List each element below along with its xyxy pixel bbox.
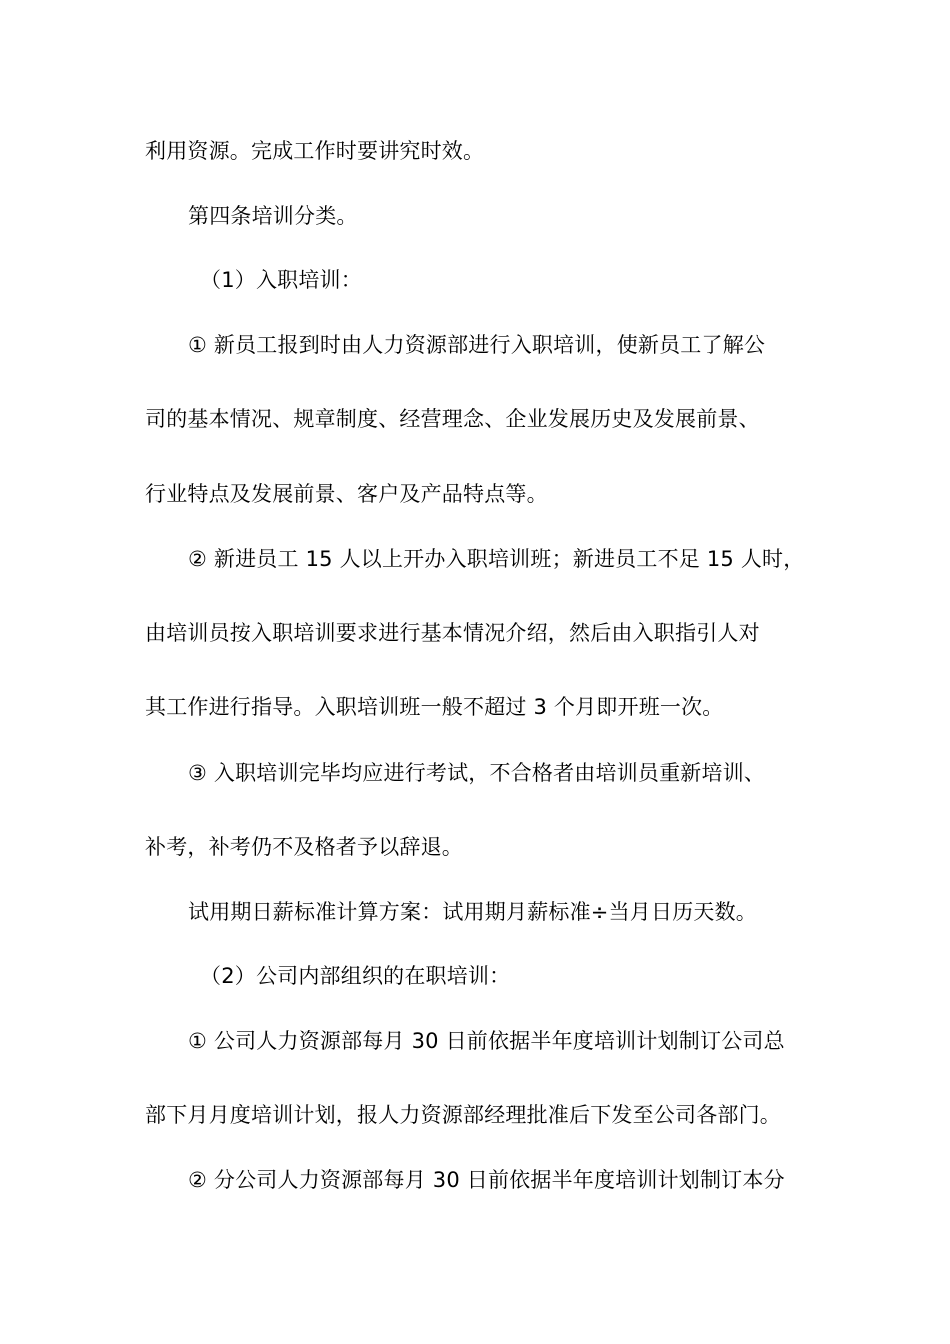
paragraph-line: 试用期日薪标准计算方案：试用期月薪标准÷当月日历天数。: [188, 900, 757, 924]
paragraph-line: ① 公司人力资源部每月 30 日前依据半年度培训计划制订公司总: [188, 1029, 785, 1053]
section-heading: 第四条培训分类。: [188, 204, 358, 228]
paragraph-line: 补考，补考仍不及格者予以辞退。: [145, 835, 463, 859]
paragraph-line: 司的基本情况、规章制度、经营理念、企业发展历史及发展前景、: [145, 407, 760, 431]
paragraph-line: 由培训员按入职培训要求进行基本情况介绍，然后由入职指引人对: [145, 621, 760, 645]
paragraph-line: 其工作进行指导。入职培训班一般不超过 3 个月即开班一次。: [145, 695, 724, 719]
paragraph-line: 利用资源。完成工作时要讲究时效。: [145, 139, 485, 163]
paragraph-line: ② 分公司人力资源部每月 30 日前依据半年度培训计划制订本分: [188, 1168, 785, 1192]
paragraph-line: 部下月月度培训计划，报人力资源部经理批准后下发至公司各部门。: [145, 1103, 781, 1127]
subsection-heading: （1）入职培训：: [200, 268, 362, 292]
subsection-heading: （2）公司内部组织的在职培训：: [200, 964, 511, 988]
paragraph-line: 行业特点及发展前景、客户及产品特点等。: [145, 482, 548, 506]
paragraph-line: ① 新员工报到时由人力资源部进行入职培训，使新员工了解公: [188, 333, 766, 357]
paragraph-line: ③ 入职培训完毕均应进行考试，不合格者由培训员重新培训、: [188, 761, 766, 785]
paragraph-line: ② 新进员工 15 人以上开办入职培训班；新进员工不足 15 人时，: [188, 547, 805, 571]
